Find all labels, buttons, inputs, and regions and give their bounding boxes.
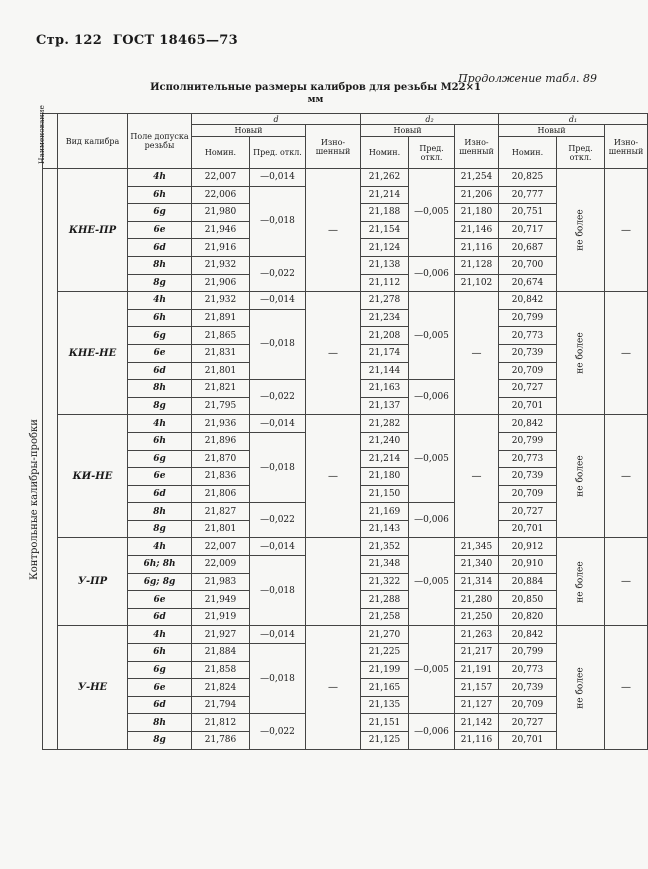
d-limit: —0,022 — [250, 380, 306, 415]
d1-nominal: 20,709 — [499, 696, 557, 714]
standard-number: ГОСТ 18465—73 — [112, 33, 238, 48]
d-nominal: 21,891 — [192, 309, 250, 327]
d-nominal: 21,906 — [192, 274, 250, 292]
d-nominal: 22,009 — [192, 556, 250, 574]
d-nominal: 21,812 — [192, 714, 250, 732]
d1-limit-text: не более — [575, 332, 586, 374]
d2-worn: 21,340 — [455, 556, 499, 574]
d2-nominal: 21,154 — [361, 221, 409, 239]
table-row — [43, 415, 648, 433]
page-header — [36, 33, 244, 48]
d-nominal: 21,896 — [192, 432, 250, 450]
gauge-table — [37, 105, 648, 750]
d2-nominal: 21,151 — [361, 714, 409, 732]
d2-limit: —0,005 — [409, 292, 455, 380]
d1-worn: — — [605, 169, 648, 292]
d1-nominal: 20,910 — [499, 556, 557, 574]
d-nominal: 21,870 — [192, 450, 250, 468]
d2-worn: — — [455, 415, 499, 538]
d1-limit — [557, 415, 605, 538]
col-name-header: Наименование — [43, 114, 58, 169]
d1-nominal: 20,739 — [499, 679, 557, 697]
d2-nominal: 21,352 — [361, 538, 409, 556]
d2-limit: —0,006 — [409, 380, 455, 415]
table-title: Исполнительные размеры калибров для резьбы М22×1 — [150, 82, 481, 93]
d2-limit: —0,005 — [409, 169, 455, 257]
d-nominal: 21,801 — [192, 362, 250, 380]
d-nominal: 21,932 — [192, 292, 250, 310]
tolerance-field: 8g — [128, 732, 192, 750]
d-worn-header: Изно-шенный — [306, 125, 361, 169]
d2-limit: —0,006 — [409, 714, 455, 749]
tolerance-field: 6e — [128, 221, 192, 239]
d1-limit-header: Пред. откл. — [557, 137, 605, 169]
tolerance-field: 6d — [128, 696, 192, 714]
d-worn: — — [306, 415, 361, 538]
d1-nominal-header: Номин. — [499, 137, 557, 169]
tolerance-field: 4h — [128, 292, 192, 310]
col-field-header: Поле допуска резьбы — [128, 114, 192, 169]
d1-nominal: 20,842 — [499, 415, 557, 433]
d-worn: — — [306, 169, 361, 292]
d2-nominal: 21,174 — [361, 344, 409, 362]
tolerance-field: 8h — [128, 380, 192, 398]
d1-nominal: 20,727 — [499, 503, 557, 521]
d-nominal: 21,824 — [192, 679, 250, 697]
d2-nominal: 21,262 — [361, 169, 409, 187]
d2-nominal: 21,214 — [361, 450, 409, 468]
d2-nominal: 21,208 — [361, 327, 409, 345]
side-label: Контрольные калибры-пробки — [29, 419, 40, 580]
d1-nominal: 20,700 — [499, 256, 557, 274]
gauge-kind: У-ПР — [58, 538, 128, 626]
d2-limit: —0,006 — [409, 256, 455, 291]
d2-nominal: 21,199 — [361, 661, 409, 679]
gauge-kind: КНЕ-ПР — [58, 169, 128, 292]
d2-nominal: 21,258 — [361, 608, 409, 626]
d1-worn-header: Изно-шенный — [605, 125, 648, 169]
d1-nominal: 20,773 — [499, 327, 557, 345]
d2-nominal-header: Номин. — [361, 137, 409, 169]
tolerance-field: 6g — [128, 450, 192, 468]
d-nominal: 21,865 — [192, 327, 250, 345]
d2-nominal: 21,125 — [361, 732, 409, 750]
tolerance-field: 6e — [128, 679, 192, 697]
d-limit-header: Пред. откл. — [250, 137, 306, 169]
d-nominal: 21,795 — [192, 397, 250, 415]
d2-nominal: 21,163 — [361, 380, 409, 398]
d-limit: —0,014 — [250, 415, 306, 433]
gauge-kind: КИ-НЕ — [58, 415, 128, 538]
d-nominal: 21,884 — [192, 644, 250, 662]
d2-worn: 21,157 — [455, 679, 499, 697]
d1-nominal: 20,842 — [499, 626, 557, 644]
d2-worn: 21,146 — [455, 221, 499, 239]
d2-nominal: 21,137 — [361, 397, 409, 415]
tolerance-field: 6h — [128, 644, 192, 662]
d2-nominal: 21,322 — [361, 573, 409, 591]
d2-nominal: 21,138 — [361, 256, 409, 274]
tolerance-field: 6d — [128, 608, 192, 626]
tolerance-field: 4h — [128, 538, 192, 556]
d2-nominal: 21,240 — [361, 432, 409, 450]
d-limit: —0,018 — [250, 432, 306, 502]
table-units: мм — [307, 95, 324, 105]
d-limit: —0,018 — [250, 556, 306, 626]
d1-nominal: 20,717 — [499, 221, 557, 239]
d-nominal: 21,786 — [192, 732, 250, 750]
d1-nominal: 20,773 — [499, 450, 557, 468]
d2-worn: 21,127 — [455, 696, 499, 714]
col-d1-header: d₁ — [499, 114, 648, 125]
tolerance-field: 8g — [128, 397, 192, 415]
d-nominal: 21,932 — [192, 256, 250, 274]
table-row — [43, 292, 648, 310]
d2-nominal: 21,165 — [361, 679, 409, 697]
d-nominal: 21,794 — [192, 696, 250, 714]
d1-nominal: 20,674 — [499, 274, 557, 292]
d2-nominal: 21,124 — [361, 239, 409, 257]
d-limit: —0,014 — [250, 169, 306, 187]
tolerance-field: 6g; 8g — [128, 573, 192, 591]
page-number: Стр. 122 — [36, 33, 103, 48]
d1-nominal: 20,727 — [499, 380, 557, 398]
d2-nominal: 21,278 — [361, 292, 409, 310]
d-nominal: 21,801 — [192, 520, 250, 538]
d1-limit-text: не более — [575, 455, 586, 498]
tolerance-field: 6d — [128, 485, 192, 503]
d-nominal: 21,821 — [192, 380, 250, 398]
table-row — [43, 626, 648, 644]
d2-nominal: 21,348 — [361, 556, 409, 574]
d-limit: —0,022 — [250, 256, 306, 291]
d2-worn: 21,314 — [455, 573, 499, 591]
d2-limit: —0,006 — [409, 503, 455, 538]
d2-nominal: 21,234 — [361, 309, 409, 327]
d-nominal: 21,831 — [192, 344, 250, 362]
d2-worn: 21,345 — [455, 538, 499, 556]
col-kind-header: Вид калибра — [58, 114, 128, 169]
d1-nominal: 20,825 — [499, 169, 557, 187]
d1-nominal: 20,739 — [499, 468, 557, 486]
d1-nominal: 20,912 — [499, 538, 557, 556]
d2-worn: 21,206 — [455, 186, 499, 204]
d2-nominal: 21,288 — [361, 591, 409, 609]
d-limit: —0,014 — [250, 538, 306, 556]
d2-nominal: 21,180 — [361, 468, 409, 486]
tolerance-field: 6e — [128, 468, 192, 486]
tolerance-field: 8g — [128, 520, 192, 538]
tolerance-field: 8h — [128, 256, 192, 274]
d-worn: — — [306, 292, 361, 415]
tolerance-field: 4h — [128, 626, 192, 644]
d2-nominal: 21,144 — [361, 362, 409, 380]
side-group-cell — [43, 169, 58, 750]
d1-nominal: 20,727 — [499, 714, 557, 732]
d1-nominal: 20,777 — [499, 186, 557, 204]
d2-worn: 21,142 — [455, 714, 499, 732]
d2-limit: —0,005 — [409, 626, 455, 714]
d1-limit-text: не более — [575, 666, 586, 709]
tolerance-field: 4h — [128, 415, 192, 433]
d-nominal: 21,827 — [192, 503, 250, 521]
d-nominal: 21,916 — [192, 239, 250, 257]
table-body — [43, 169, 648, 750]
d1-limit-text: не более — [575, 209, 586, 251]
tolerance-field: 6h — [128, 309, 192, 327]
d-new-header: Новый — [192, 125, 306, 137]
d1-worn: — — [605, 538, 648, 626]
d1-nominal: 20,701 — [499, 732, 557, 750]
d-nominal: 21,919 — [192, 608, 250, 626]
d1-nominal: 20,820 — [499, 608, 557, 626]
d2-worn: 21,116 — [455, 732, 499, 750]
d-nominal: 22,007 — [192, 169, 250, 187]
tolerance-field: 6h — [128, 432, 192, 450]
d-nominal-header: Номин. — [192, 137, 250, 169]
d2-nominal: 21,214 — [361, 186, 409, 204]
d-limit: —0,018 — [250, 309, 306, 379]
gauge-kind: КНЕ-НЕ — [58, 292, 128, 415]
tolerance-field: 6e — [128, 591, 192, 609]
d-limit: —0,018 — [250, 644, 306, 714]
d2-nominal: 21,143 — [361, 520, 409, 538]
d1-worn: — — [605, 292, 648, 415]
d2-worn: 21,250 — [455, 608, 499, 626]
col-d-header: d — [192, 114, 361, 125]
tolerance-field: 6h; 8h — [128, 556, 192, 574]
table-row — [43, 538, 648, 556]
d-nominal: 21,936 — [192, 415, 250, 433]
d2-nominal: 21,270 — [361, 626, 409, 644]
d2-nominal: 21,188 — [361, 204, 409, 222]
d-limit: —0,018 — [250, 186, 306, 256]
d2-nominal: 21,135 — [361, 696, 409, 714]
gauge-kind: У-НЕ — [58, 626, 128, 749]
d1-nominal: 20,751 — [499, 204, 557, 222]
d-limit: —0,022 — [250, 714, 306, 749]
d1-limit — [557, 538, 605, 626]
tolerance-field: 8h — [128, 503, 192, 521]
d-nominal: 22,006 — [192, 186, 250, 204]
d1-nominal: 20,842 — [499, 292, 557, 310]
d2-nominal: 21,225 — [361, 644, 409, 662]
d1-nominal: 20,799 — [499, 309, 557, 327]
d2-limit-header: Пред. откл. — [409, 137, 455, 169]
d-nominal: 21,983 — [192, 573, 250, 591]
d2-worn-header: Изно-шенный — [455, 125, 499, 169]
tolerance-field: 6g — [128, 661, 192, 679]
col-d2-header: d₂ — [361, 114, 499, 125]
d2-nominal: 21,150 — [361, 485, 409, 503]
d1-worn: — — [605, 626, 648, 749]
d1-nominal: 20,850 — [499, 591, 557, 609]
d2-nominal: 21,282 — [361, 415, 409, 433]
tolerance-field: 6g — [128, 327, 192, 345]
d1-limit — [557, 626, 605, 749]
d2-nominal: 21,169 — [361, 503, 409, 521]
d2-worn: 21,263 — [455, 626, 499, 644]
d2-nominal: 21,112 — [361, 274, 409, 292]
d1-limit — [557, 169, 605, 292]
d-worn: — — [306, 626, 361, 749]
tolerance-field: 8h — [128, 714, 192, 732]
d2-worn: 21,191 — [455, 661, 499, 679]
d1-nominal: 20,687 — [499, 239, 557, 257]
d2-limit: —0,005 — [409, 538, 455, 626]
d1-nominal: 20,739 — [499, 344, 557, 362]
d-nominal: 21,949 — [192, 591, 250, 609]
d2-worn: 21,116 — [455, 239, 499, 257]
d-limit: —0,022 — [250, 503, 306, 538]
d-limit: —0,014 — [250, 292, 306, 310]
tolerance-field: 6e — [128, 344, 192, 362]
d1-nominal: 20,709 — [499, 485, 557, 503]
d2-worn: 21,128 — [455, 256, 499, 274]
d-nominal: 21,946 — [192, 221, 250, 239]
d1-worn: — — [605, 415, 648, 538]
d2-worn: 21,280 — [455, 591, 499, 609]
d-nominal: 21,806 — [192, 485, 250, 503]
d1-nominal: 20,799 — [499, 432, 557, 450]
tolerance-field: 6d — [128, 239, 192, 257]
table-row — [43, 169, 648, 187]
d-nominal: 21,836 — [192, 468, 250, 486]
tolerance-field: 4h — [128, 169, 192, 187]
d-nominal: 21,927 — [192, 626, 250, 644]
d1-nominal: 20,799 — [499, 644, 557, 662]
d2-worn: — — [455, 292, 499, 415]
table-continuation: Продолжение табл. 89 — [458, 72, 597, 85]
d-worn — [306, 538, 361, 626]
d2-worn: 21,217 — [455, 644, 499, 662]
d2-worn: 21,180 — [455, 204, 499, 222]
d1-limit — [557, 292, 605, 415]
tolerance-field: 6g — [128, 204, 192, 222]
d1-nominal: 20,709 — [499, 362, 557, 380]
d2-limit: —0,005 — [409, 415, 455, 503]
d1-nominal: 20,884 — [499, 573, 557, 591]
tolerance-field: 6h — [128, 186, 192, 204]
d2-worn: 21,254 — [455, 169, 499, 187]
d1-nominal: 20,701 — [499, 397, 557, 415]
d1-limit-text: не более — [575, 561, 586, 603]
d1-nominal: 20,701 — [499, 520, 557, 538]
d2-worn: 21,102 — [455, 274, 499, 292]
d1-nominal: 20,773 — [499, 661, 557, 679]
d1-new-header: Новый — [499, 125, 605, 137]
tolerance-field: 6d — [128, 362, 192, 380]
d-nominal: 21,980 — [192, 204, 250, 222]
d-nominal: 22,007 — [192, 538, 250, 556]
d-limit: —0,014 — [250, 626, 306, 644]
d2-new-header: Новый — [361, 125, 455, 137]
tolerance-field: 8g — [128, 274, 192, 292]
d-nominal: 21,858 — [192, 661, 250, 679]
